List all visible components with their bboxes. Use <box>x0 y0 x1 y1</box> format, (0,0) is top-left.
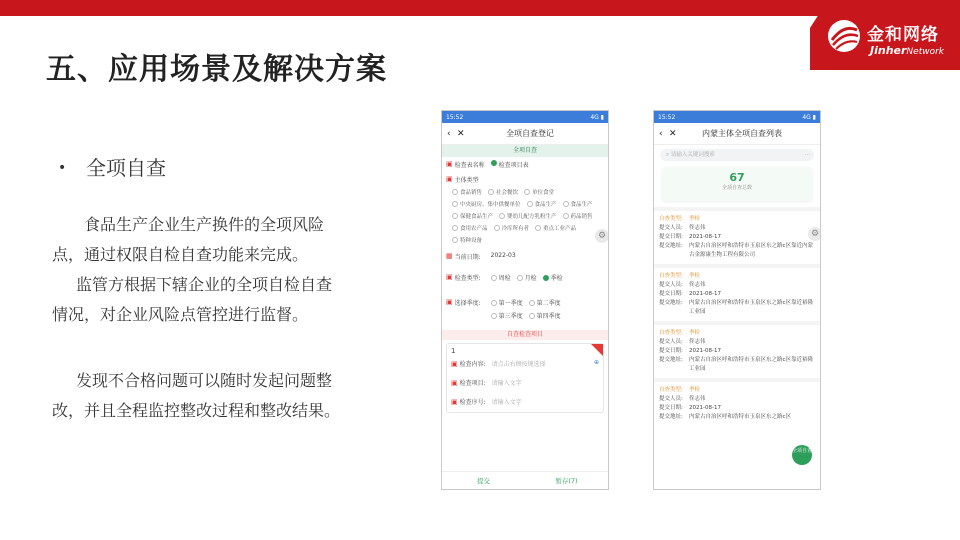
submit-button[interactable]: 提交 <box>477 477 490 485</box>
calendar-icon: ▦ <box>446 252 453 260</box>
add-icon[interactable]: ⊕ <box>593 359 599 366</box>
paragraph-1: 食品生产企业生产换件的全项风险点，通过权限自检自查功能来完成。 <box>52 215 325 264</box>
add-self-check-fab[interactable]: 全项自查 <box>792 445 812 465</box>
season-option[interactable]: 第二季度 <box>529 298 561 307</box>
subject-option[interactable]: 婴幼儿配方乳粉生产 <box>499 212 557 220</box>
required-icon: ▣ <box>446 298 453 306</box>
brand-name-en-bold: Jinher <box>870 44 907 57</box>
back-icon[interactable]: ‹ <box>447 128 451 139</box>
subject-option[interactable]: 食品销售 <box>452 188 482 196</box>
item-placeholder: 请输入文字 <box>491 380 522 387</box>
date-row <box>442 249 608 264</box>
brand-name-en-light: Network <box>906 47 944 57</box>
brand-name-cn: 金和网络 <box>867 25 939 45</box>
type-option[interactable]: 月检 <box>517 273 537 282</box>
stat-number: 67 <box>729 171 745 184</box>
close-icon[interactable]: ✕ <box>457 128 465 139</box>
status-signal: 4G ▮ <box>802 113 816 121</box>
search-input[interactable] <box>660 149 814 161</box>
nav-bar <box>442 123 608 145</box>
top-red-bar <box>0 0 960 16</box>
edit-icon: ▣ <box>451 398 458 406</box>
check-name-value: 检查项目表 <box>498 162 529 169</box>
footer-bar <box>442 471 608 489</box>
phone-screenshot-list <box>653 110 821 490</box>
required-icon: ▣ <box>446 175 453 183</box>
check-name-radio[interactable] <box>491 160 497 166</box>
season-label: 选择季度: <box>454 300 481 307</box>
type-label: 检查类型: <box>454 275 481 282</box>
nav-bar <box>654 123 820 145</box>
more-icon[interactable]: ··· <box>804 152 810 158</box>
section-band: 全项自查 <box>442 145 608 157</box>
settings-gear-icon[interactable]: ⚙ <box>808 227 821 241</box>
phone-screenshot-form <box>441 110 609 490</box>
brand-logo-icon <box>826 18 862 54</box>
date-label: 当前日期: <box>454 254 481 261</box>
back-icon[interactable]: ‹ <box>659 128 663 139</box>
status-bar <box>442 111 608 123</box>
no-label: 检查序号: <box>459 399 486 406</box>
type-option[interactable]: 季检 <box>543 273 563 282</box>
type-option[interactable]: 周检 <box>491 273 511 282</box>
settings-gear-icon[interactable]: ⚙ <box>595 229 609 243</box>
status-time: 15:52 <box>446 113 464 121</box>
no-field[interactable] <box>451 397 599 406</box>
subject-option[interactable]: 保健食品生产 <box>452 212 493 220</box>
subject-option[interactable]: 药品销售 <box>563 212 593 220</box>
subject-type-label: 主体类型 <box>454 177 479 184</box>
nav-title: 内蒙主体全项自查列表 <box>702 129 782 138</box>
subject-option[interactable]: 食品生产 <box>527 200 557 208</box>
season-row <box>442 295 608 327</box>
record-item[interactable]: 自查类型: 季检 提交人员: 佟志伟 提交日期: 2021-08-17 提交地址: 内蒙古自治区呼和浩特市玉泉区东之路c区靠近裕隆工业园 <box>654 321 820 378</box>
no-placeholder: 请输入文字 <box>491 399 522 406</box>
type-row <box>442 270 608 289</box>
content-placeholder: 请点击右侧按键选择 <box>491 361 546 368</box>
subject-option[interactable]: 中央厨房、集中供餐单位 <box>452 200 521 208</box>
subject-option[interactable]: 重点工业产品 <box>535 224 576 232</box>
subject-options <box>442 187 608 249</box>
status-bar <box>654 111 820 123</box>
item-field[interactable] <box>451 378 599 387</box>
season-option[interactable]: 第四季度 <box>529 311 561 320</box>
draft-button[interactable]: 暂存(7) <box>555 477 578 485</box>
record-item[interactable]: 自查类型: 季检 提交人员: 佟志伟 提交日期: 2021-08-17 提交地址: 内蒙古自治区呼和浩特市玉泉区东之路c区靠近裕隆工业园 <box>654 264 820 321</box>
paragraph-3: 发现不合格问题可以随时发起问题整改，并且全程监控整改过程和整改结果。 <box>52 371 341 420</box>
stat-card <box>662 167 812 201</box>
record-item[interactable]: 自查类型: 季检 提交人员: 佟志伟 提交日期: 2021-08-17 提交地址: 内蒙古自治区呼和浩特市玉泉区东之路c区靠近内蒙古金源康生物工程有限公司 <box>654 207 820 264</box>
subject-option[interactable]: 社会餐饮 <box>488 188 518 196</box>
check-name-label: 检查表名称 <box>454 162 485 169</box>
season-option[interactable]: 第一季度 <box>491 298 523 307</box>
required-icon: ▣ <box>446 273 453 281</box>
season-option[interactable]: 第三季度 <box>491 311 523 320</box>
page-title: 五、应用场景及解决方案 <box>46 52 387 87</box>
edit-icon: ▣ <box>451 379 458 387</box>
content-field[interactable] <box>451 359 599 368</box>
subject-type-row <box>442 172 608 187</box>
status-time: 15:52 <box>658 113 676 121</box>
record-item[interactable]: 自查类型: 季检 提交人员: 佟志伟 提交日期: 2021-08-17 提交地址: 内蒙古自治区呼和浩特市玉泉区东之路c区 <box>654 378 820 426</box>
brand-name-en <box>870 44 944 57</box>
status-signal: 4G ▮ <box>590 113 604 121</box>
search-placeholder: 请输入关键词搜索 <box>670 152 715 158</box>
bullet-heading <box>58 152 166 181</box>
bullet-label: 全项自查 <box>86 156 166 180</box>
subject-option[interactable]: 单位食堂 <box>524 188 554 196</box>
date-value[interactable]: 2022-03 <box>490 252 516 259</box>
item-label: 检查项目: <box>459 380 486 387</box>
stat-label: 全项自查总数 <box>721 185 752 191</box>
subject-option[interactable]: 食用农产品 <box>452 224 488 232</box>
paragraph-2: 监管方根据下辖企业的全项自检自查情况，对企业风险点管控进行监督。 <box>52 275 333 324</box>
item-band: 自查检查项目 <box>442 330 608 340</box>
required-icon: ▣ <box>446 160 453 168</box>
subject-option[interactable]: 特种设备 <box>452 236 482 244</box>
check-item-card <box>446 343 604 413</box>
bullet-dot-icon: • <box>58 160 67 176</box>
check-name-row <box>442 157 608 172</box>
content-label: 检查内容: <box>459 361 486 368</box>
edit-icon: ▣ <box>451 360 458 368</box>
card-index: 1 <box>451 347 456 355</box>
nav-title: 全项自查登记 <box>506 129 554 138</box>
subject-option[interactable]: 冷库所有者 <box>494 224 530 232</box>
subject-option[interactable]: 食品生产 <box>563 200 593 208</box>
search-icon: ⌕ <box>666 152 671 158</box>
close-icon[interactable]: ✕ <box>669 128 677 139</box>
